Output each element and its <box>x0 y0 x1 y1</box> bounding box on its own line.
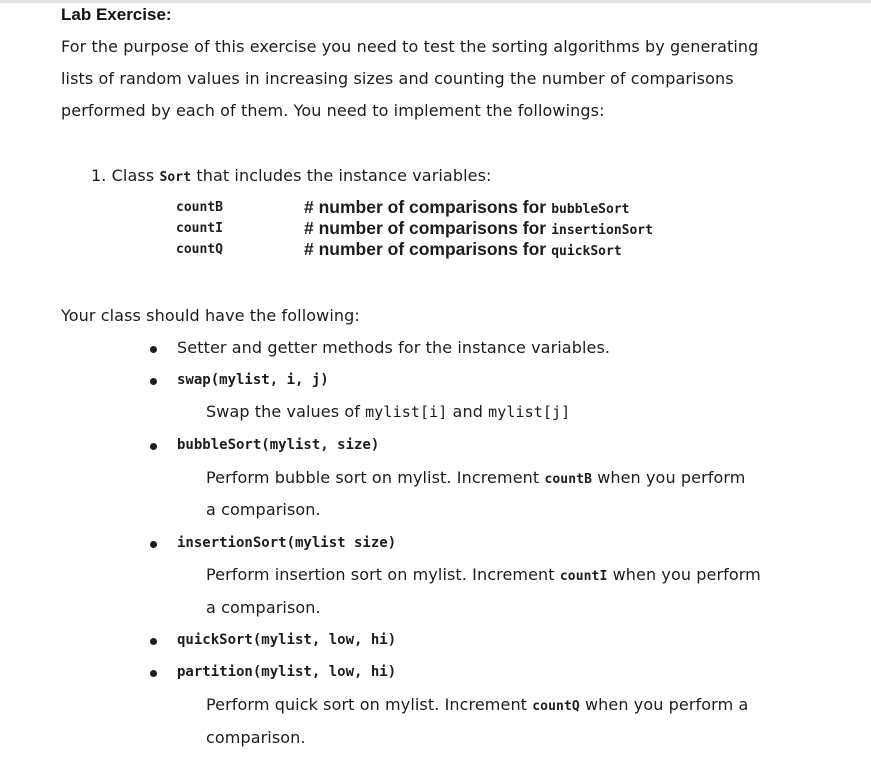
insertionsort-description-line2: a comparison. <box>206 598 321 617</box>
bullet-icon <box>150 346 157 353</box>
var-name-countB: countB <box>176 200 223 215</box>
bullet-icon <box>150 541 157 548</box>
var-name-countQ: countQ <box>176 242 223 257</box>
numbered-item-1 <box>91 166 492 185</box>
bullet-icon <box>150 638 157 645</box>
var-comment-countI: # number of comparisons for insertionSort <box>304 218 653 238</box>
item-number: 1. <box>91 166 107 185</box>
intro-line-3: performed by each of them. You need to implement the followings: <box>61 101 605 120</box>
item-text-before: Class <box>111 166 155 185</box>
quicksort-signature: quickSort(mylist, low, hi) <box>177 632 397 648</box>
bullet-icon <box>150 443 157 450</box>
intro-line-1: For the purpose of this exercise you need to test the sorting algorithms by generating <box>61 37 759 56</box>
bullet-icon <box>150 670 157 677</box>
quicksort-description-line2: comparison. <box>206 728 306 747</box>
bubblesort-signature: bubbleSort(mylist, size) <box>177 437 380 453</box>
quicksort-description: Perform quick sort on mylist. Increment countQ when you perform a <box>206 695 749 714</box>
bullet-icon <box>150 378 157 385</box>
class-name: Sort <box>159 170 192 185</box>
var-comment-countB: # number of comparisons for bubbleSort <box>304 197 630 217</box>
var-name-countI: countI <box>176 221 223 236</box>
insertionsort-signature: insertionSort(mylist size) <box>177 535 397 551</box>
insertionsort-description: Perform insertion sort on mylist. Increment countI when you perform <box>206 565 761 584</box>
bubblesort-description-line2: a comparison. <box>206 500 321 519</box>
partition-signature: partition(mylist, low, hi) <box>177 664 397 680</box>
class-should-text: Your class should have the following: <box>61 306 360 325</box>
setter-getter-text: Setter and getter methods for the instance variables. <box>177 338 611 357</box>
swap-description: Swap the values of mylist[i] and mylist[j] <box>206 402 571 421</box>
page-title: Lab Exercise: <box>61 5 172 24</box>
swap-signature: swap(mylist, i, j) <box>177 372 329 388</box>
top-border <box>0 0 871 3</box>
bubblesort-description: Perform bubble sort on mylist. Increment countB when you perform <box>206 468 746 487</box>
var-comment-countQ: # number of comparisons for quickSort <box>304 239 622 259</box>
intro-line-2: lists of random values in increasing sizes and counting the number of comparisons <box>61 69 734 88</box>
item-text-after: that includes the instance variables: <box>196 166 492 185</box>
